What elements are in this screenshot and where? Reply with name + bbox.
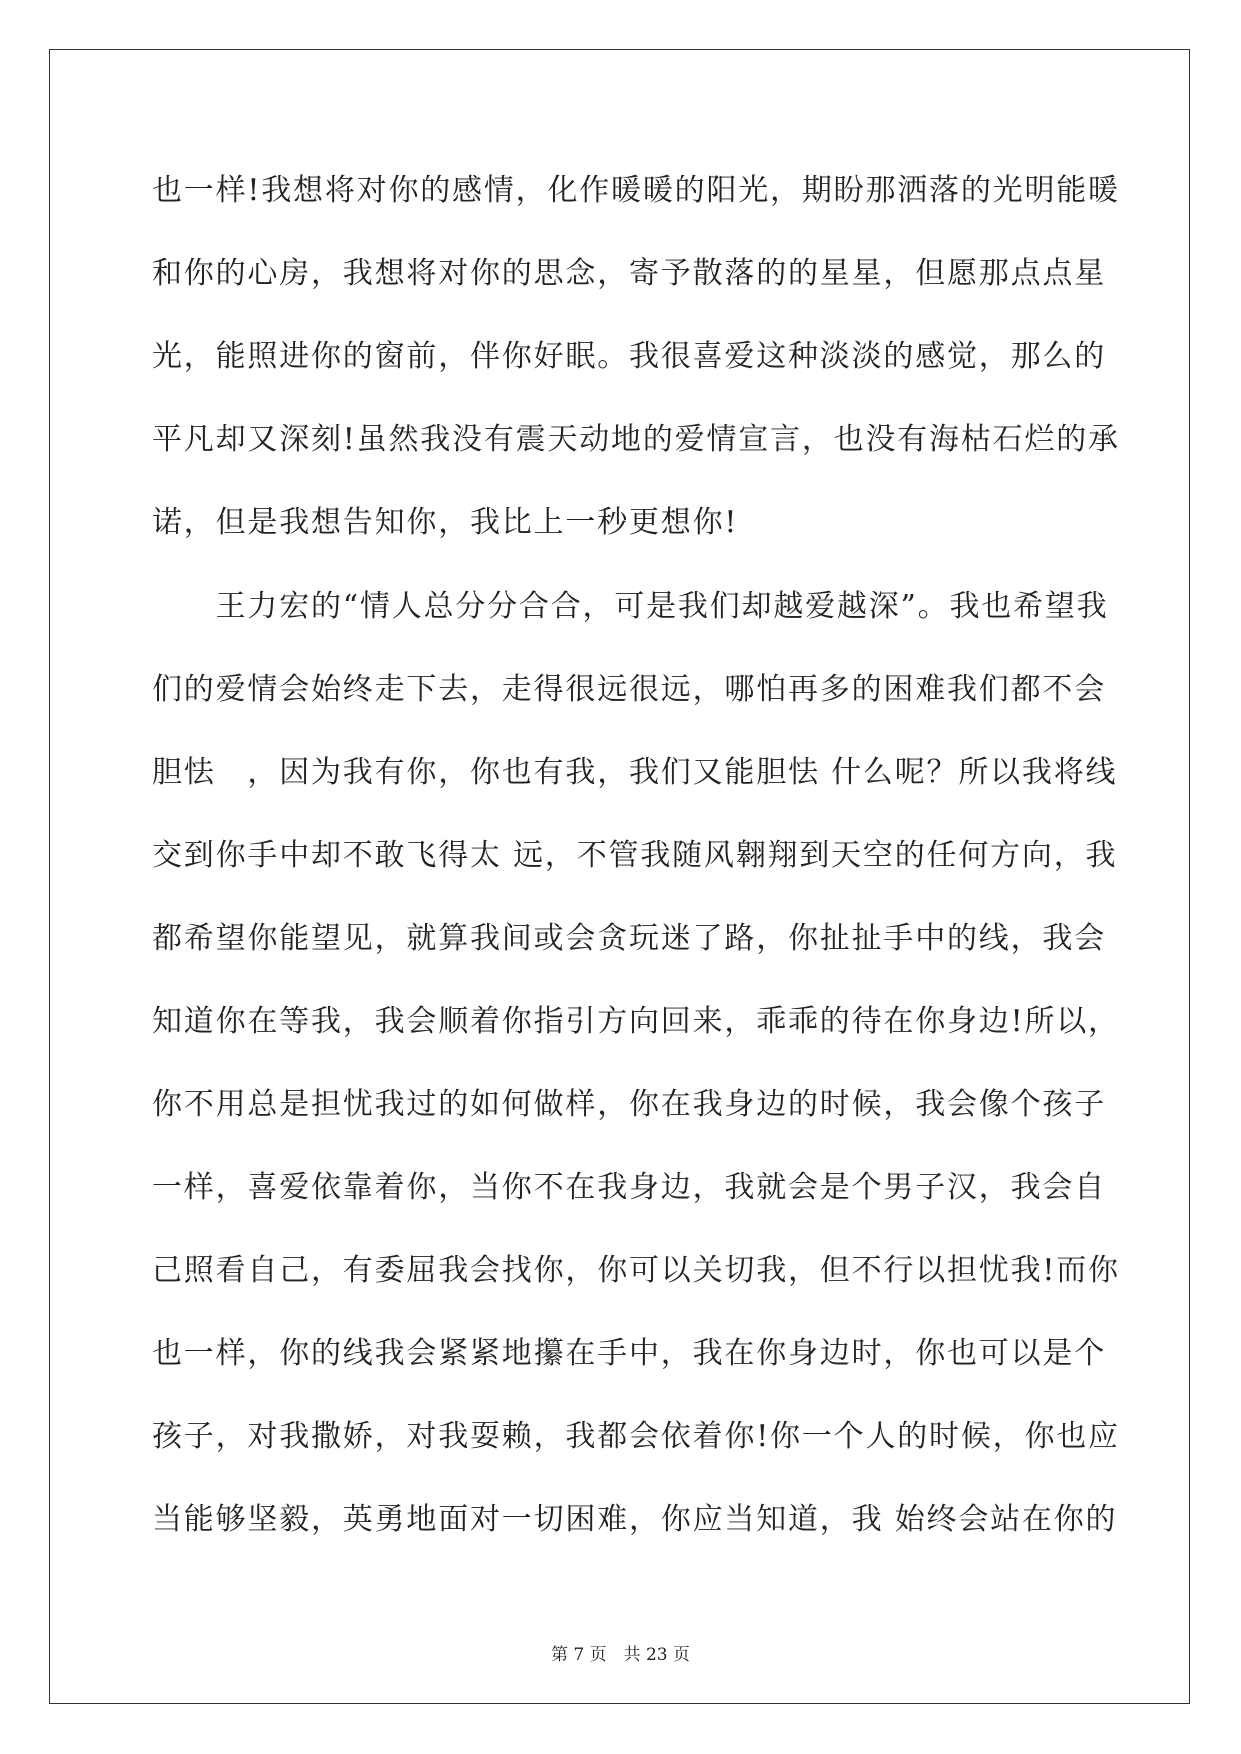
text-line: 和你的心房，我想将对你的思念，寄予散落的的星星，但愿那点点星 (152, 256, 1106, 291)
text-line: 光，能照进你的窗前，伴你好眠。我很喜爱这种淡淡的感觉，那么的 (152, 339, 1106, 374)
text-line: 一样，喜爱依靠着你，当你不在我身边，我就会是个男子汉，我会自 (152, 1170, 1106, 1205)
text-line: 们的爱情会始终走下去，走得很远很远，哪怕再多的困难我们都不会 (152, 672, 1106, 707)
text-line: 也一样!我想将对你的感情，化作暖暖的阳光，期盼那洒落的光明能暖 (152, 173, 1120, 208)
text-line: 孩子，对我撒娇，对我耍赖，我都会依着你!你一个人的时候，你也应 (152, 1419, 1120, 1454)
text-line: 诺，但是我想告知你，我比上一秒更想你! (152, 505, 739, 540)
text-line: 你不用总是担忧我过的如何做样，你在我身边的时候，我会像个孩子 (152, 1087, 1106, 1122)
text-line: 交到你手中却不敢飞得太 远，不管我随风翱翔到天空的任何方向，我 (152, 838, 1118, 873)
text-line: 当能够坚毅，英勇地面对一切困难，你应当知道，我 始终会站在你的 (152, 1502, 1118, 1537)
text-line: 都希望你能望见，就算我间或会贪玩迷了路，你扯扯手中的线，我会 (152, 921, 1106, 956)
text-line: 平凡却又深刻!虽然我没有震天动地的爱情宣言，也没有海枯石烂的承 (152, 422, 1120, 457)
text-line: 胆怯 ，因为我有你，你也有我，我们又能胆怯 什么呢？所以我将线 (152, 755, 1118, 790)
page-number-footer: 第 7 页 共 23 页 (550, 1645, 691, 1665)
text-line: 知道你在等我，我会顺着你指引方向回来，乖乖的待在你身边!所以， (152, 1004, 1120, 1039)
text-line: 己照看自己，有委屈我会找你，你可以关切我，但不行以担忧我!而你 (152, 1253, 1120, 1288)
document-body (152, 163, 1120, 1575)
paragraph-start-line: 王力宏的“情人总分分合合，可是我们却越爱越深”。我也希望我 (152, 589, 1109, 624)
text-line: 也一样，你的线我会紧紧地攥在手中，我在你身边时，你也可以是个 (152, 1336, 1106, 1371)
